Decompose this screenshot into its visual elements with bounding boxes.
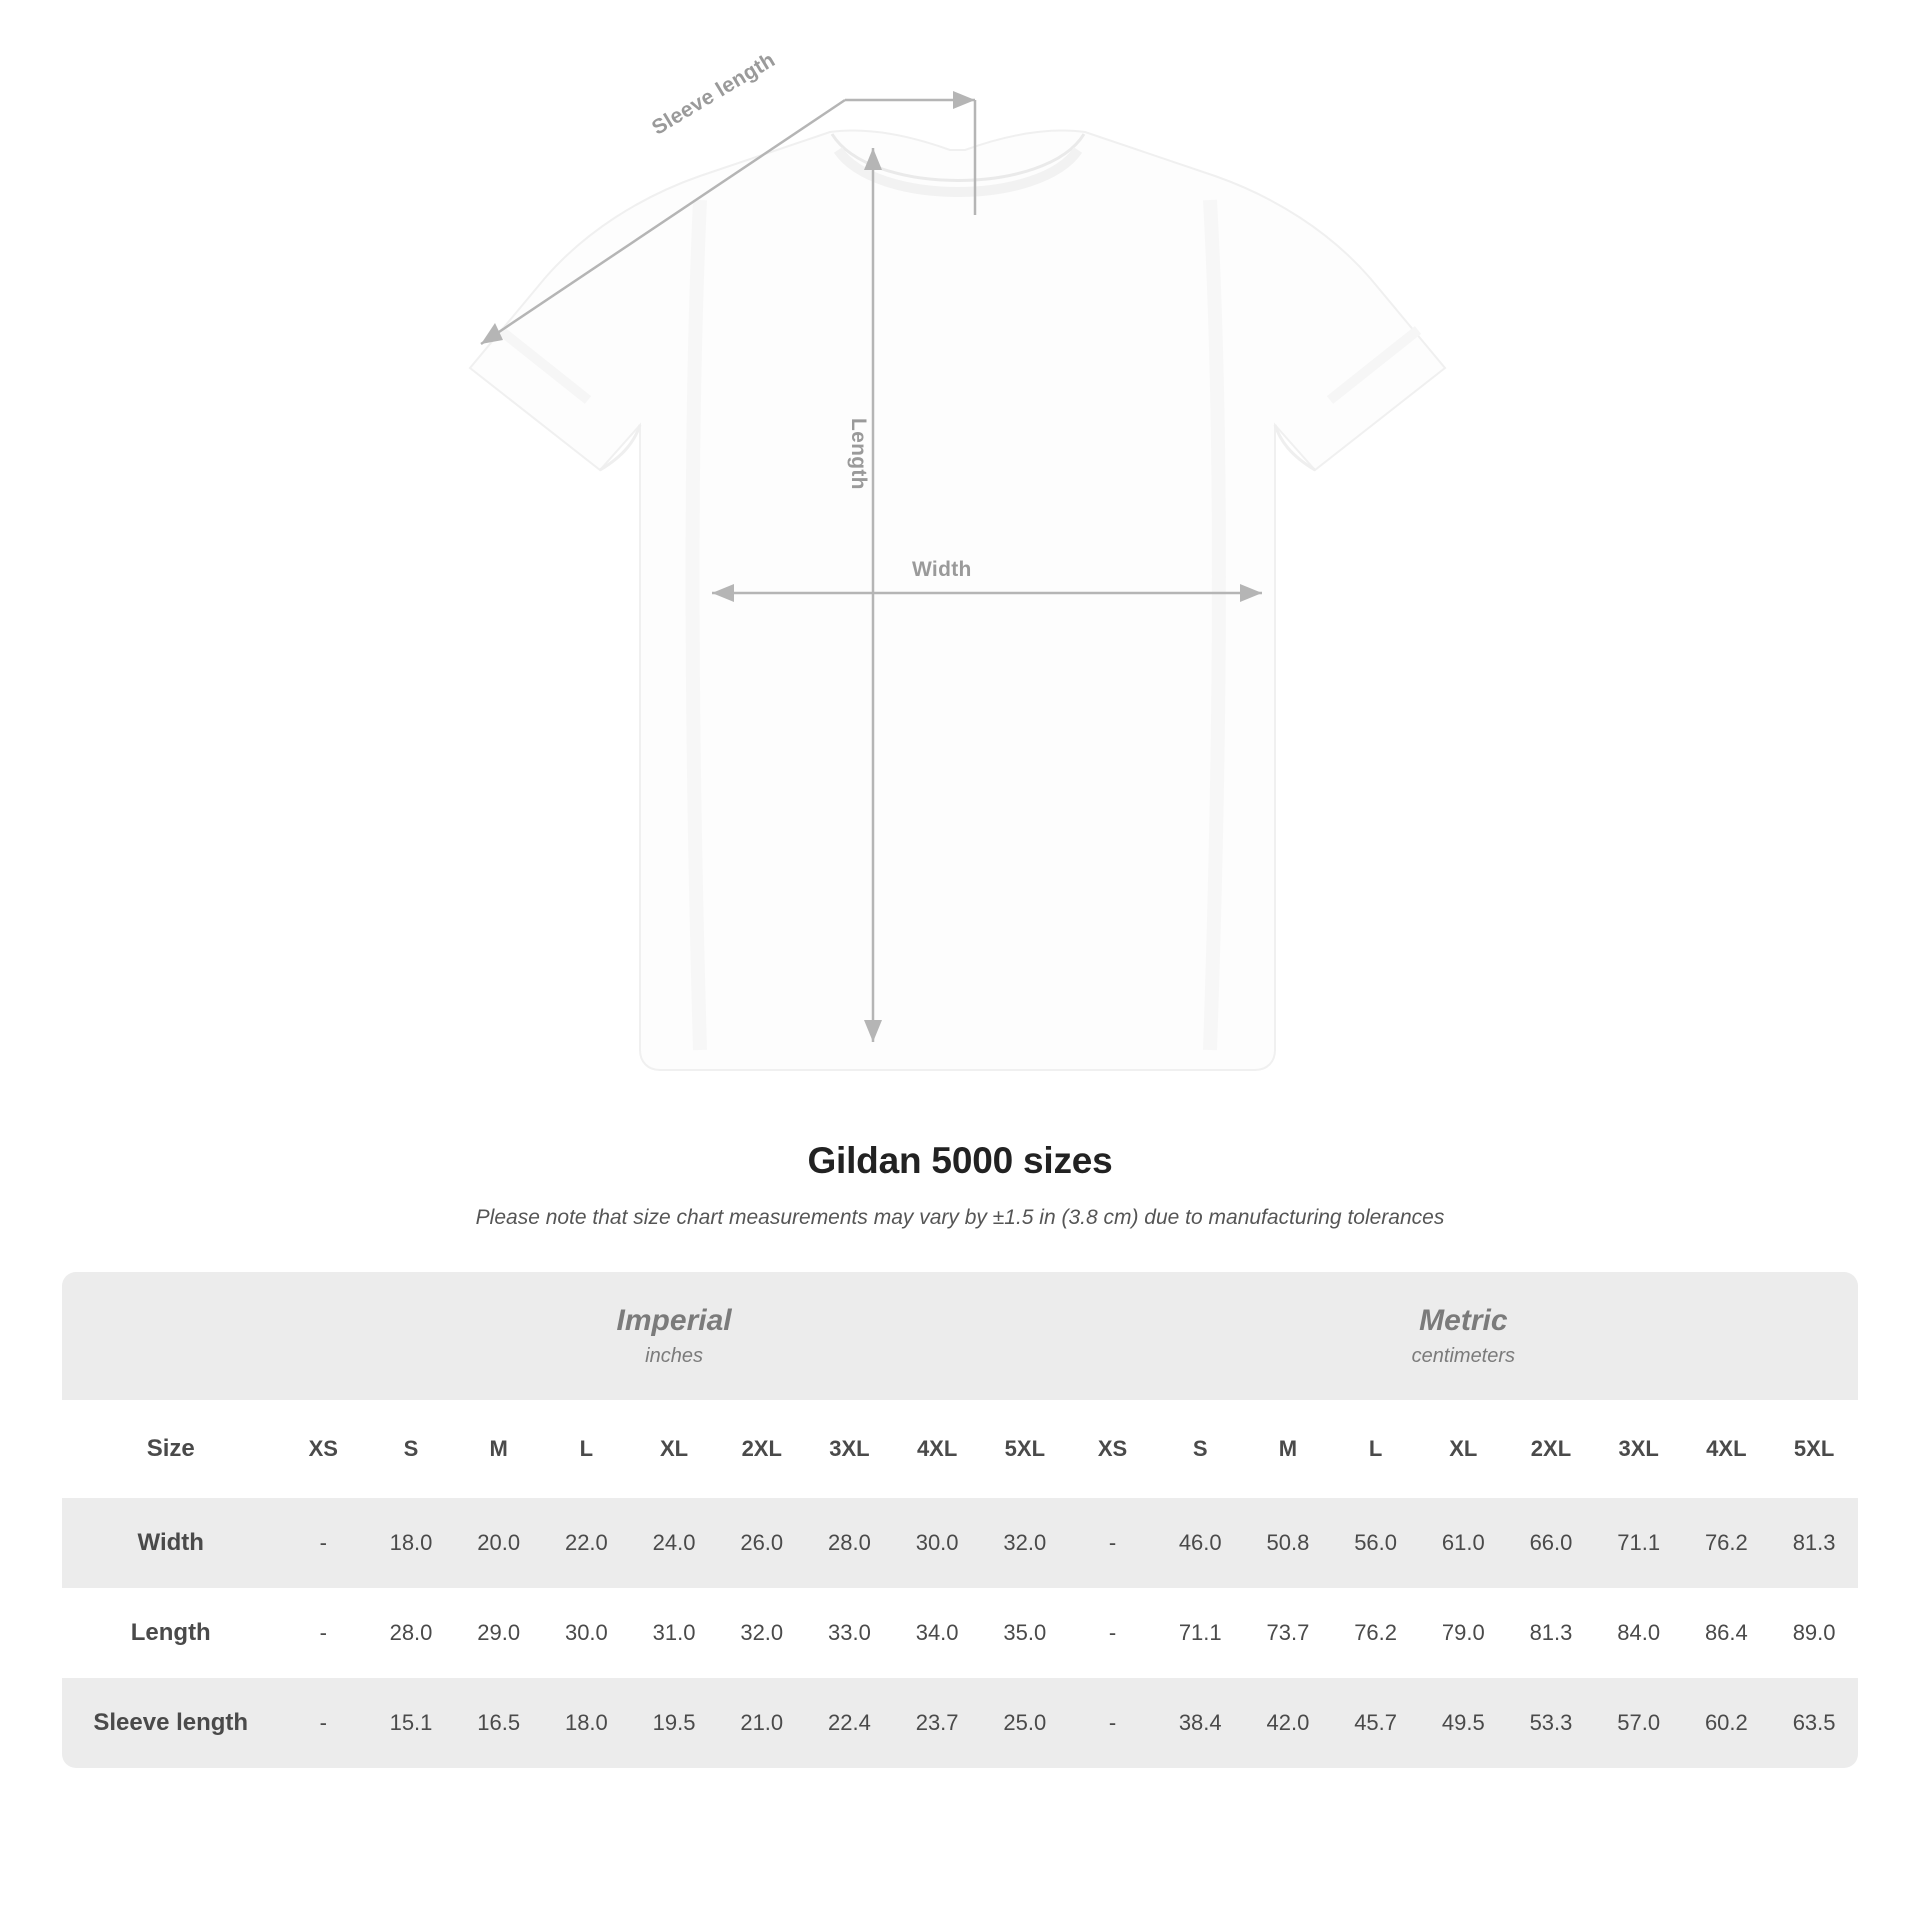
- size-header-metric-m: M: [1244, 1400, 1332, 1498]
- cell-sleeve-imperial-3xl: 22.4: [806, 1678, 894, 1768]
- cell-sleeve-imperial-4xl: 23.7: [893, 1678, 981, 1768]
- size-header-imperial-l: L: [543, 1400, 631, 1498]
- cell-length-imperial-m: 29.0: [455, 1588, 543, 1678]
- cell-length-metric-2xl: 81.3: [1507, 1588, 1595, 1678]
- cell-length-imperial-xl: 31.0: [630, 1588, 718, 1678]
- size-header-imperial-xl: XL: [630, 1400, 718, 1498]
- cell-length-metric-xl: 79.0: [1419, 1588, 1507, 1678]
- cell-width-imperial-2xl: 26.0: [718, 1498, 806, 1588]
- size-header-imperial-3xl: 3XL: [806, 1400, 894, 1498]
- unit-group-metric: [1069, 1272, 1858, 1400]
- cell-width-metric-l: 56.0: [1332, 1498, 1420, 1588]
- cell-width-metric-xl: 61.0: [1419, 1498, 1507, 1588]
- tshirt-shape: [470, 131, 1445, 1070]
- size-table: [62, 1272, 1858, 1768]
- cell-length-metric-s: 71.1: [1156, 1588, 1244, 1678]
- cell-length-imperial-s: 28.0: [367, 1588, 455, 1678]
- cell-length-metric-m: 73.7: [1244, 1588, 1332, 1678]
- unit-header-spacer: [62, 1272, 279, 1400]
- cell-width-imperial-s: 18.0: [367, 1498, 455, 1588]
- cell-sleeve-metric-s: 38.4: [1156, 1678, 1244, 1768]
- cell-length-metric-4xl: 86.4: [1683, 1588, 1771, 1678]
- size-header-metric-3xl: 3XL: [1595, 1400, 1683, 1498]
- tolerance-note: Please note that size chart measurements may vary by ±1.5 in (3.8 cm) due to manufacturing tolerances: [475, 1206, 1445, 1229]
- cell-width-imperial-xl: 24.0: [630, 1498, 718, 1588]
- cell-width-imperial-xs: -: [279, 1498, 367, 1588]
- cell-sleeve-metric-2xl: 53.3: [1507, 1678, 1595, 1768]
- size-header-row: [62, 1400, 1858, 1498]
- cell-length-metric-3xl: 84.0: [1595, 1588, 1683, 1678]
- cell-sleeve-imperial-l: 18.0: [543, 1678, 631, 1768]
- cell-sleeve-imperial-xl: 19.5: [630, 1678, 718, 1768]
- width-label: Width: [912, 558, 972, 581]
- cell-length-metric-xs: -: [1069, 1588, 1157, 1678]
- unit-group-imperial-name: Imperial: [616, 1304, 732, 1338]
- cell-length-imperial-l: 30.0: [543, 1588, 631, 1678]
- table-row: [62, 1498, 1858, 1588]
- cell-sleeve-imperial-5xl: 25.0: [981, 1678, 1069, 1768]
- cell-length-imperial-5xl: 35.0: [981, 1588, 1069, 1678]
- size-header-metric-xl: XL: [1419, 1400, 1507, 1498]
- size-header-metric-s: S: [1156, 1400, 1244, 1498]
- size-header-metric-xs: XS: [1069, 1400, 1157, 1498]
- cell-sleeve-metric-xl: 49.5: [1419, 1678, 1507, 1768]
- cell-width-imperial-l: 22.0: [543, 1498, 631, 1588]
- unit-group-metric-sub: centimeters: [1411, 1344, 1516, 1367]
- cell-sleeve-imperial-m: 16.5: [455, 1678, 543, 1768]
- cell-length-metric-5xl: 89.0: [1770, 1588, 1858, 1678]
- size-table-wrapper: [62, 1272, 1858, 1768]
- cell-length-metric-l: 76.2: [1332, 1588, 1420, 1678]
- cell-sleeve-metric-4xl: 60.2: [1683, 1678, 1771, 1768]
- cell-width-metric-2xl: 66.0: [1507, 1498, 1595, 1588]
- unit-group-metric-name: Metric: [1419, 1304, 1508, 1338]
- size-header-imperial-4xl: 4XL: [893, 1400, 981, 1498]
- cell-length-imperial-xs: -: [279, 1588, 367, 1678]
- cell-width-imperial-4xl: 30.0: [893, 1498, 981, 1588]
- size-header-metric-4xl: 4XL: [1683, 1400, 1771, 1498]
- cell-sleeve-metric-l: 45.7: [1332, 1678, 1420, 1768]
- length-label: Length: [847, 418, 870, 490]
- cell-width-metric-3xl: 71.1: [1595, 1498, 1683, 1588]
- row-label-length: Length: [62, 1588, 279, 1678]
- size-header-imperial-xs: XS: [279, 1400, 367, 1498]
- size-header-imperial-m: M: [455, 1400, 543, 1498]
- row-label-sleeve-length: Sleeve length: [62, 1678, 279, 1768]
- unit-group-imperial-sub: inches: [645, 1344, 703, 1367]
- size-header-imperial-2xl: 2XL: [718, 1400, 806, 1498]
- cell-width-imperial-m: 20.0: [455, 1498, 543, 1588]
- table-row: [62, 1678, 1858, 1768]
- cell-length-imperial-2xl: 32.0: [718, 1588, 806, 1678]
- cell-width-metric-4xl: 76.2: [1683, 1498, 1771, 1588]
- cell-sleeve-metric-3xl: 57.0: [1595, 1678, 1683, 1768]
- cell-width-metric-xs: -: [1069, 1498, 1157, 1588]
- cell-width-metric-m: 50.8: [1244, 1498, 1332, 1588]
- cell-sleeve-metric-5xl: 63.5: [1770, 1678, 1858, 1768]
- size-header-label: Size: [62, 1400, 279, 1498]
- size-header-imperial-5xl: 5XL: [981, 1400, 1069, 1498]
- table-row: [62, 1588, 1858, 1678]
- cell-length-imperial-4xl: 34.0: [893, 1588, 981, 1678]
- cell-width-metric-s: 46.0: [1156, 1498, 1244, 1588]
- cell-width-imperial-5xl: 32.0: [981, 1498, 1069, 1588]
- size-header-metric-2xl: 2XL: [1507, 1400, 1595, 1498]
- cell-width-imperial-3xl: 28.0: [806, 1498, 894, 1588]
- unit-header-row: [62, 1272, 1858, 1400]
- size-header-imperial-s: S: [367, 1400, 455, 1498]
- cell-length-imperial-3xl: 33.0: [806, 1588, 894, 1678]
- cell-sleeve-imperial-xs: -: [279, 1678, 367, 1768]
- size-header-metric-l: L: [1332, 1400, 1420, 1498]
- cell-sleeve-imperial-2xl: 21.0: [718, 1678, 806, 1768]
- cell-width-metric-5xl: 81.3: [1770, 1498, 1858, 1588]
- cell-sleeve-metric-xs: -: [1069, 1678, 1157, 1768]
- page-title: Gildan 5000 sizes: [807, 1140, 1113, 1181]
- cell-sleeve-imperial-s: 15.1: [367, 1678, 455, 1768]
- cell-sleeve-metric-m: 42.0: [1244, 1678, 1332, 1768]
- unit-group-imperial: [279, 1272, 1068, 1400]
- size-header-metric-5xl: 5XL: [1770, 1400, 1858, 1498]
- sleeve-length-label: Sleeve length: [648, 48, 780, 140]
- row-label-width: Width: [62, 1498, 279, 1588]
